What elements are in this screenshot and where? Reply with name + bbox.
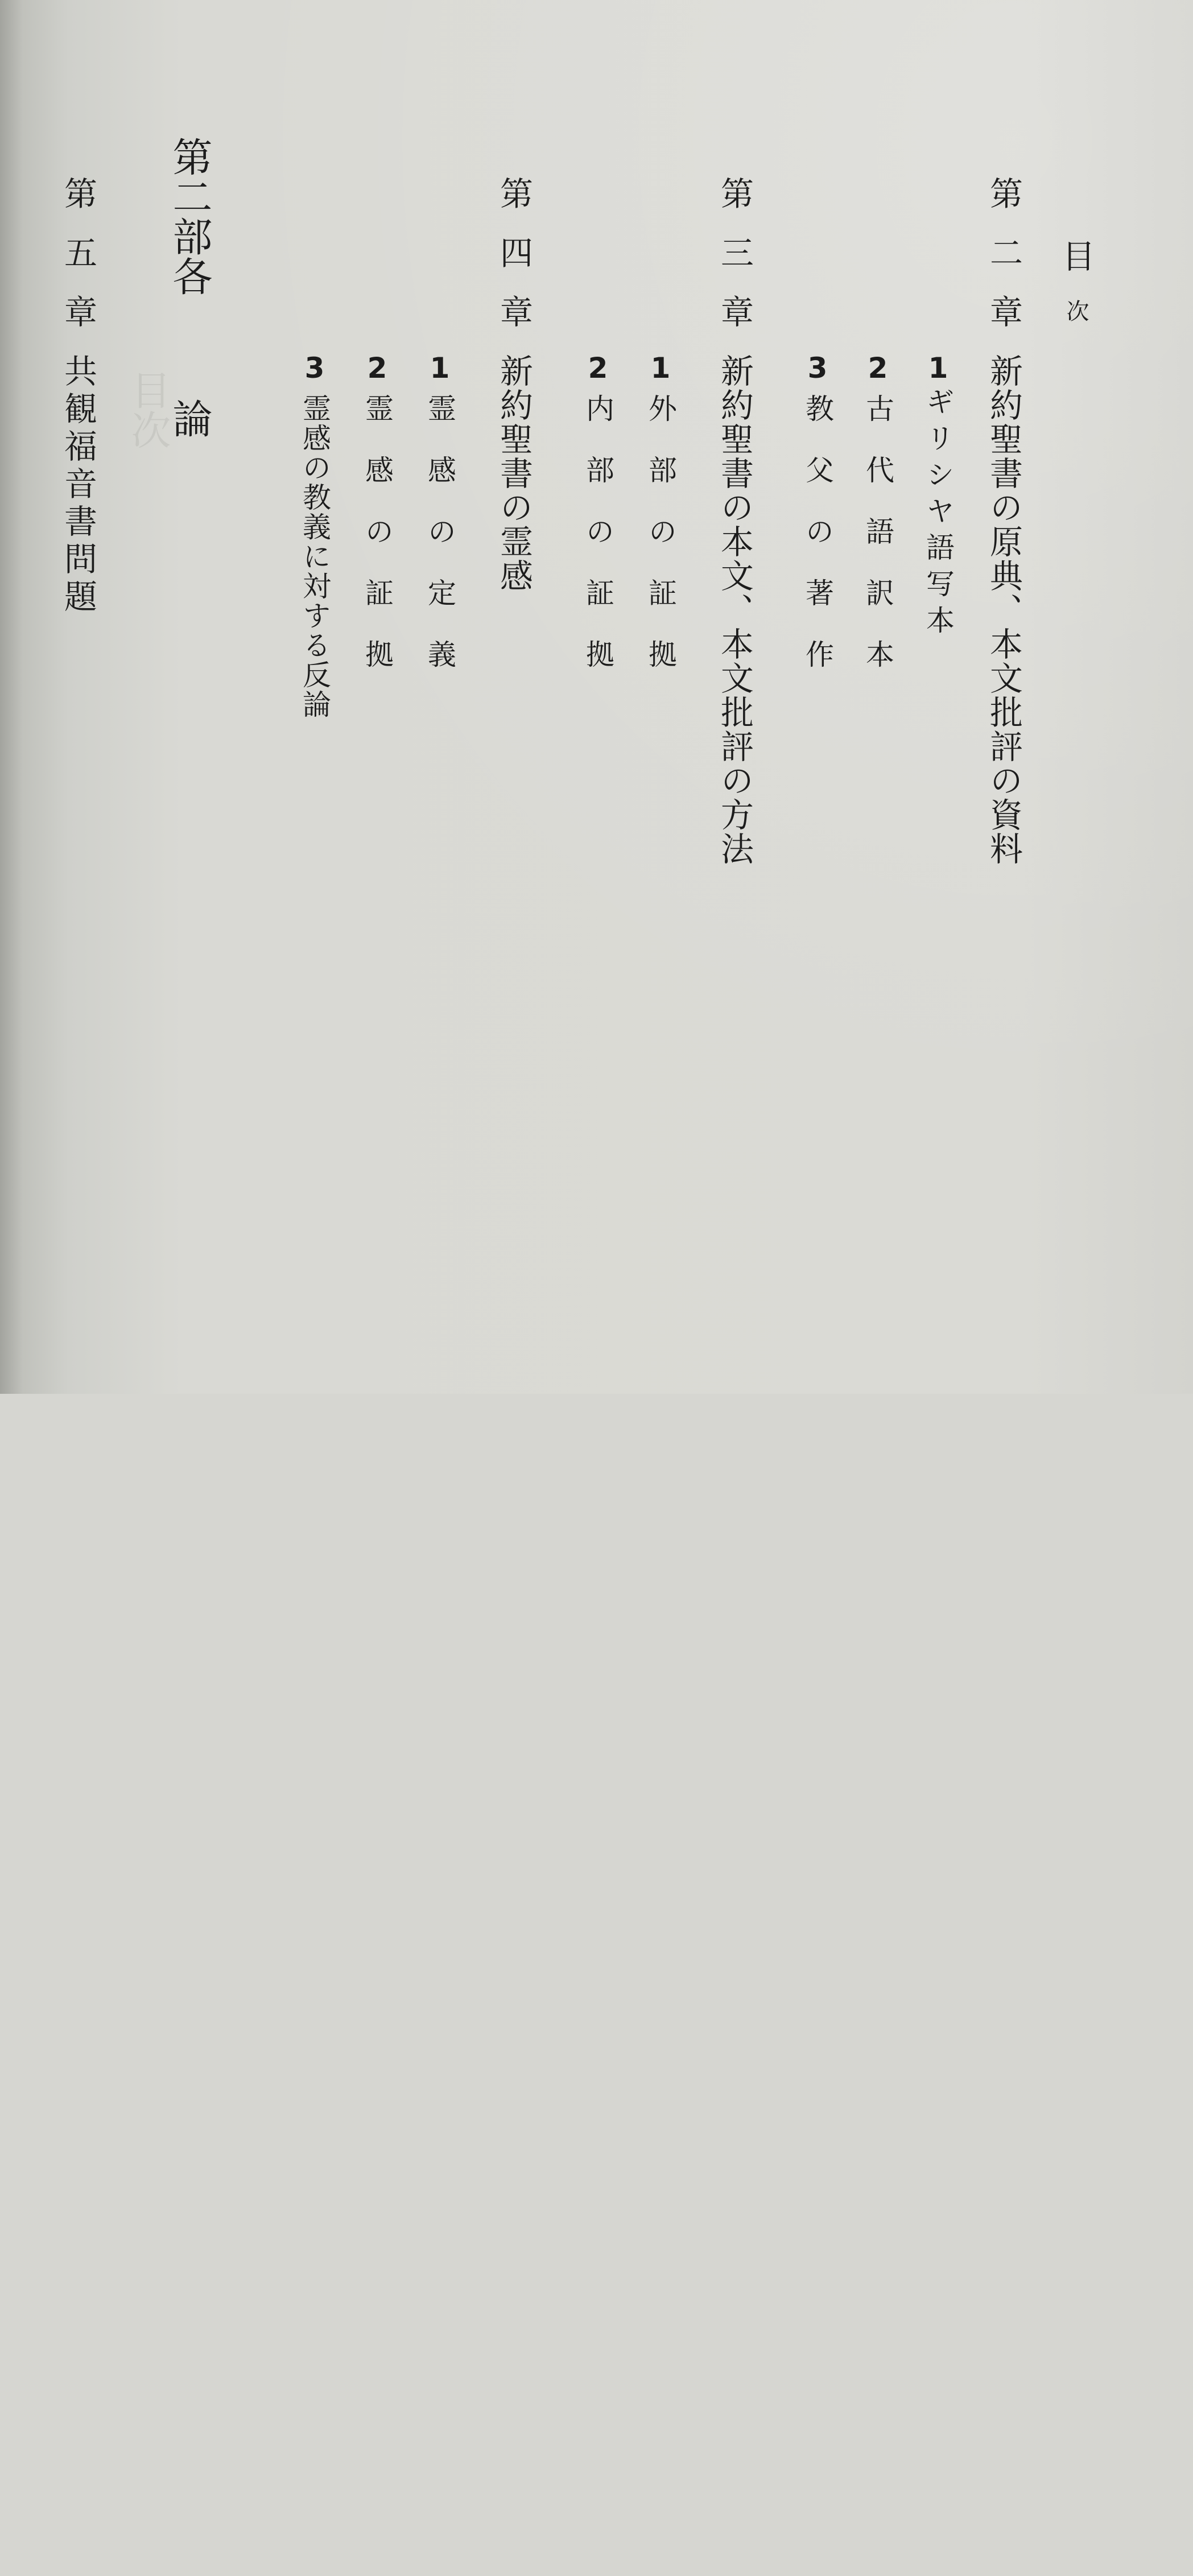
toc-entry-chapter-4[interactable] — [494, 176, 533, 1394]
part-label: 第二部 — [166, 137, 213, 256]
section-title: ギリシヤ語写本 — [922, 387, 955, 642]
section-title: 外部の証拠 — [644, 394, 677, 701]
section-number: 3 — [298, 352, 331, 394]
section-title: 内部の証拠 — [581, 394, 614, 701]
section-title: 霊感の証拠 — [361, 394, 394, 701]
chapter-title: 新約聖書の霊感 — [494, 354, 533, 593]
toc-entry-section-4-3[interactable] — [300, 352, 329, 1394]
toc-entry-section-4-1[interactable] — [423, 352, 456, 1394]
section-number: 1 — [644, 352, 677, 394]
show-through: 目次 — [125, 370, 171, 449]
section-number: 1 — [423, 352, 456, 394]
section-number: 1 — [922, 352, 955, 387]
toc-entry-section-2-2[interactable] — [861, 352, 894, 1394]
section-number: 2 — [861, 352, 894, 394]
chapter-label: 第五章 — [59, 176, 97, 354]
part-title: 各論 — [166, 256, 213, 540]
heading-ji: 次 — [1063, 299, 1089, 349]
chapter-label: 第三章 — [715, 176, 754, 354]
section-title: 霊感の教義に対する反論 — [298, 394, 331, 719]
toc-entry-chapter-5[interactable] — [59, 176, 97, 1394]
toc-entry-section-4-2[interactable] — [361, 352, 394, 1394]
toc-entry-part-2[interactable] — [166, 137, 213, 540]
toc-entry-section-3-1[interactable] — [646, 352, 675, 1394]
section-title: 教父の著作 — [801, 394, 834, 701]
toc-entry-chapter-2[interactable] — [984, 176, 1023, 1394]
chapter-label: 第四章 — [494, 176, 533, 354]
heading-moku: 目 — [1056, 239, 1095, 299]
toc-entry-section-3-2[interactable] — [581, 352, 614, 1394]
toc-entry-chapter-3[interactable] — [715, 176, 754, 1394]
section-number: 2 — [581, 352, 614, 394]
chapter-label: 第二章 — [984, 176, 1023, 354]
section-number: 3 — [801, 352, 834, 394]
section-number: 2 — [361, 352, 394, 394]
section-title: 古代語訳本 — [861, 394, 894, 701]
toc-entry-section-2-3[interactable] — [803, 352, 832, 1394]
toc-heading — [1056, 239, 1095, 421]
binding-shadow — [0, 0, 23, 1394]
chapter-title: 新約聖書の原典、本文批評の資料 — [984, 354, 1023, 866]
section-title: 霊感の定義 — [423, 394, 456, 701]
chapter-title: 共観福音書問題 — [59, 354, 97, 617]
toc-entry-section-2-1[interactable] — [922, 352, 955, 1394]
chapter-title: 新約聖書の本文、本文批評の方法 — [715, 354, 754, 866]
